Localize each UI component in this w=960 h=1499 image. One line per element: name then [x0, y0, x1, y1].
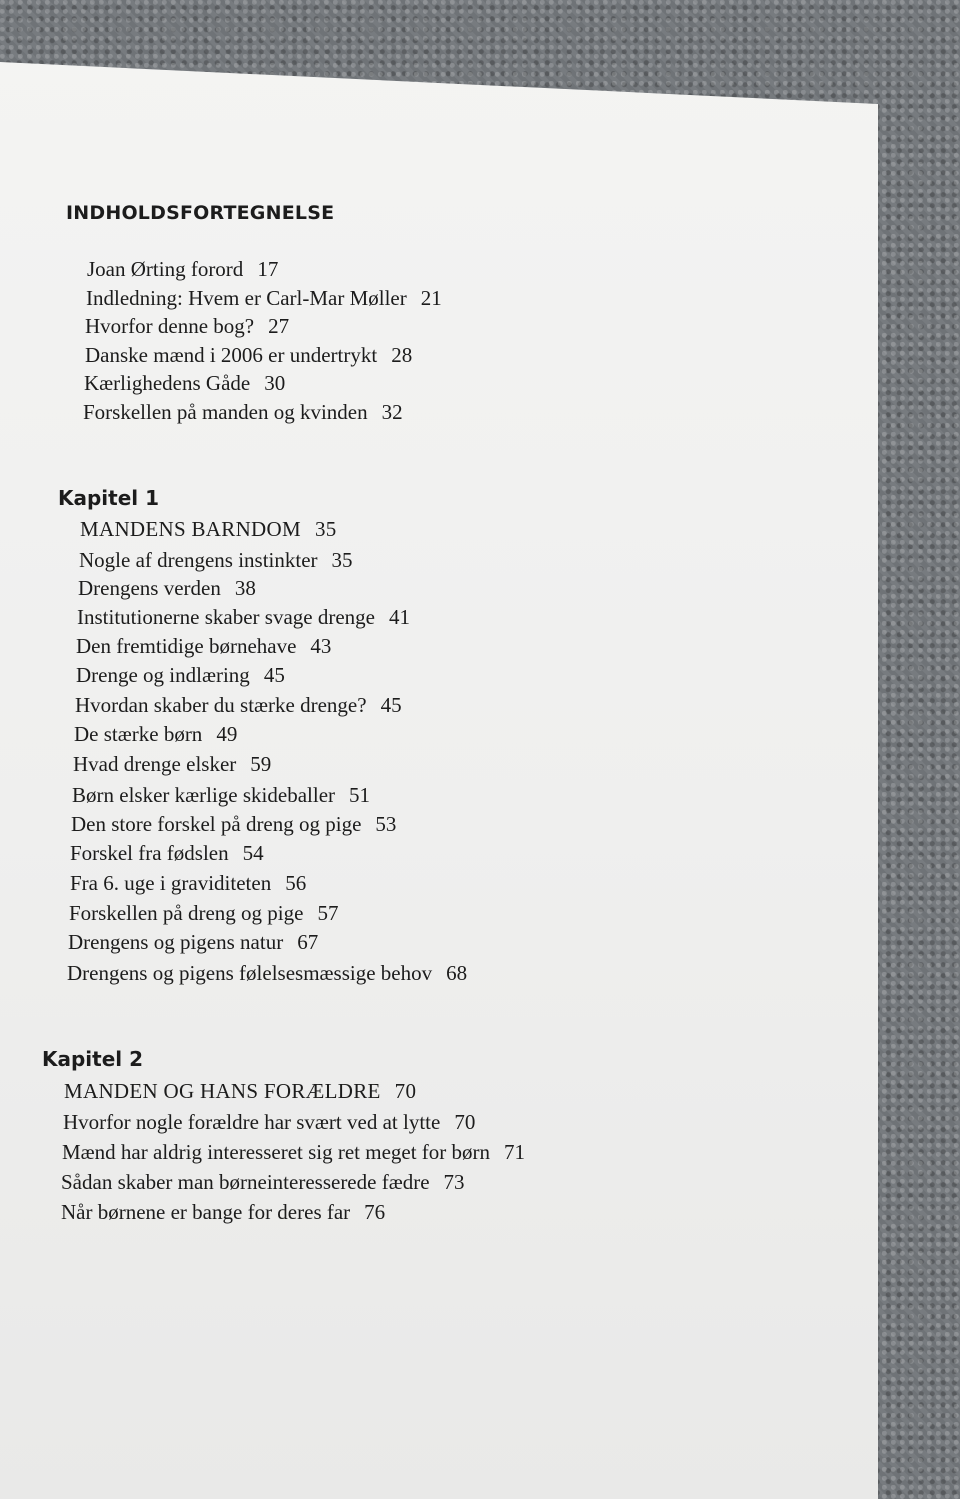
- entry-title: Drengens og pigens natur: [68, 930, 284, 954]
- toc-entry: [77, 604, 410, 630]
- chapter-title-text: MANDENS BARNDOM: [80, 517, 301, 541]
- entry-page: 59: [250, 752, 272, 776]
- toc-entry: [61, 1199, 385, 1225]
- entry-title: Hvordan skaber du stærke drenge?: [75, 693, 367, 717]
- entry-page: 28: [391, 343, 413, 367]
- entry-page: 35: [314, 517, 337, 541]
- toc-entry: [78, 575, 256, 601]
- toc-entry: [74, 721, 237, 747]
- entry-page: 76: [364, 1200, 386, 1224]
- toc-entry: [83, 399, 403, 425]
- toc-entry: [61, 1169, 465, 1195]
- entry-page: 53: [375, 812, 397, 836]
- entry-page: 70: [394, 1079, 417, 1103]
- entry-title: Danske mænd i 2006 er undertrykt: [85, 343, 378, 367]
- entry-page: 45: [380, 693, 402, 717]
- toc-entry: [73, 751, 271, 777]
- entry-title: Drenge og indlæring: [76, 663, 250, 687]
- entry-page: 27: [268, 314, 290, 338]
- entry-title: Hvad drenge elsker: [73, 752, 237, 776]
- entry-page: 68: [446, 961, 468, 985]
- entry-title: Hvorfor nogle forældre har svært ved at lytte: [63, 1110, 441, 1134]
- entry-title: Børn elsker kærlige skideballer: [72, 783, 336, 807]
- entry-title: Drengens verden: [78, 576, 221, 600]
- toc-entry: [76, 662, 285, 688]
- entry-page: 38: [234, 576, 256, 600]
- toc-entry: [85, 342, 412, 368]
- toc-entry: [86, 285, 442, 311]
- entry-title: Institutionerne skaber svage drenge: [77, 605, 375, 629]
- chapter-title-text: MANDEN OG HANS FORÆLDRE: [64, 1079, 381, 1103]
- entry-title: Indledning: Hvem er Carl-Mar Møller: [86, 286, 407, 310]
- entry-page: 73: [443, 1170, 465, 1194]
- toc-entry: [76, 633, 331, 659]
- entry-page: 21: [420, 286, 442, 310]
- entry-title: Kærlighedens Gåde: [84, 371, 251, 395]
- entry-title: Forskellen på manden og kvinden: [83, 400, 368, 424]
- entry-page: 71: [504, 1140, 526, 1164]
- entry-title: Forskellen på dreng og pige: [69, 901, 304, 925]
- toc-entry: [70, 840, 264, 866]
- toc-entry: [79, 547, 353, 573]
- entry-page: 43: [310, 634, 332, 658]
- entry-title: Den store forskel på dreng og pige: [71, 812, 362, 836]
- entry-title: Mænd har aldrig interesseret sig ret meget for børn: [62, 1140, 491, 1164]
- entry-title: Joan Ørting forord: [87, 257, 244, 281]
- toc-entry: [67, 960, 467, 986]
- entry-title: Den fremtidige børnehave: [76, 634, 297, 658]
- toc-entry: [62, 1139, 525, 1165]
- entry-page: 49: [216, 722, 238, 746]
- entry-page: 35: [331, 548, 353, 572]
- entry-title: Sådan skaber man børneinteresserede fædre: [61, 1170, 430, 1194]
- entry-title: Når børnene er bange for deres far: [61, 1200, 351, 1224]
- entry-title: Drengens og pigens følelsesmæssige behov: [67, 961, 433, 985]
- toc-entry: [84, 370, 285, 396]
- entry-page: 30: [264, 371, 286, 395]
- entry-title: Hvorfor denne bog?: [85, 314, 255, 338]
- entry-page: 67: [297, 930, 319, 954]
- entry-page: 17: [257, 257, 279, 281]
- chapter-1-title: [80, 516, 337, 542]
- chapter-1-label: Kapitel 1: [58, 486, 160, 510]
- entry-page: 57: [317, 901, 339, 925]
- toc-entry: [70, 870, 306, 896]
- toc-entry: [63, 1109, 475, 1135]
- chapter-2-title: [64, 1078, 416, 1104]
- entry-page: 54: [242, 841, 264, 865]
- chapter-2-label: Kapitel 2: [42, 1047, 144, 1071]
- entry-page: 51: [349, 783, 371, 807]
- toc-heading: INDHOLDSFORTEGNELSE: [66, 202, 335, 224]
- toc-entry: [68, 929, 318, 955]
- entry-page: 70: [454, 1110, 476, 1134]
- entry-title: Nogle af drengens instinkter: [79, 548, 318, 572]
- entry-title: Fra 6. uge i graviditeten: [70, 871, 272, 895]
- entry-title: Forskel fra fødslen: [70, 841, 229, 865]
- entry-page: 45: [263, 663, 285, 687]
- entry-title: De stærke børn: [74, 722, 203, 746]
- entry-page: 32: [381, 400, 403, 424]
- entry-page: 41: [388, 605, 410, 629]
- toc-entry: [69, 900, 338, 926]
- toc-entry: [71, 811, 396, 837]
- toc-entry: [72, 782, 370, 808]
- entry-page: 56: [285, 871, 307, 895]
- toc-entry: [85, 313, 289, 339]
- toc-entry: [87, 256, 278, 282]
- toc-entry: [75, 692, 402, 718]
